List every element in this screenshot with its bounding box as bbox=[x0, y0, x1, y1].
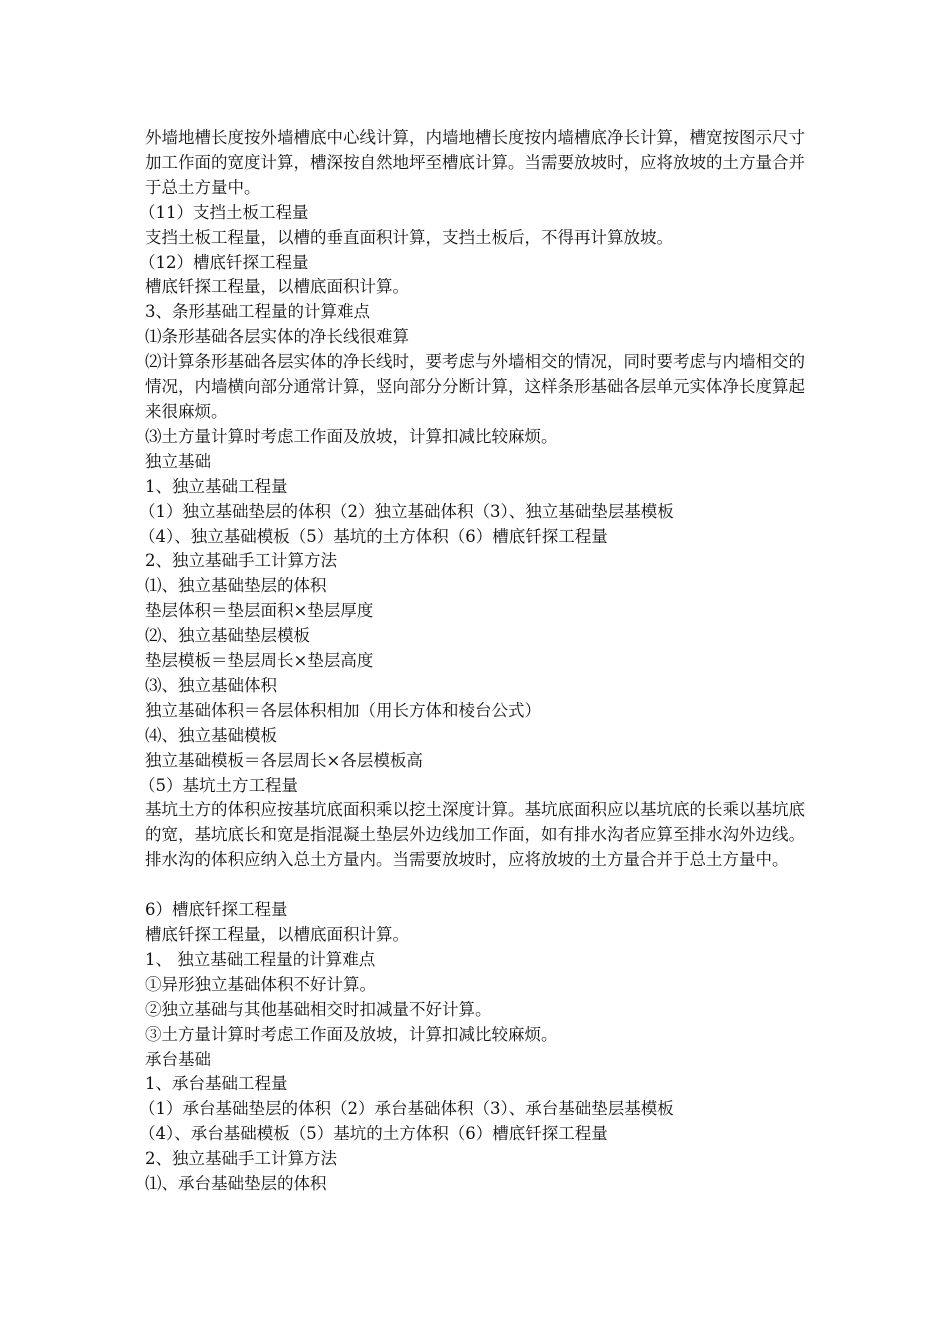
formula-line: 独立基础体积＝各层体积相加（用长方体和棱台公式） bbox=[145, 700, 541, 720]
heading-isolated-difficulties: 1、 独立基础工程量的计算难点 bbox=[145, 949, 376, 969]
list-item: ⑵、独立基础垫层模板 bbox=[145, 626, 310, 646]
heading-isolated-quantities: 1、独立基础工程量 bbox=[145, 476, 288, 496]
list-item: ⑵计算条形基础各层实体的净长线时，要考虑与外墙相交的情况，同时要考虑与内墙相交的情况，内墙横向部分通常计算，竖向部分分断计算，这样条形基础各层单元实体净长度算起来很麻烦。 bbox=[145, 352, 805, 421]
section-title-pile-cap: 承台基础 bbox=[145, 1049, 211, 1069]
formula-line: 垫层体积＝垫层面积×垫层厚度 bbox=[145, 601, 374, 621]
list-item: ⑷、独立基础模板 bbox=[145, 725, 277, 745]
heading-strip-difficulties: 3、条形基础工程量的计算难点 bbox=[145, 302, 370, 322]
heading-isolated-manual-method: 2、独立基础手工计算方法 bbox=[145, 551, 337, 571]
document-body bbox=[139, 126, 810, 1197]
list-item: （4）、承台基础模板（5）基坑的土方体积（6）槽底钎探工程量 bbox=[139, 1124, 608, 1144]
paragraph-probing-isolated: 槽底钎探工程量，以槽底面积计算。 bbox=[145, 924, 409, 944]
heading-pile-cap-manual-method: 2、独立基础手工计算方法 bbox=[145, 1149, 337, 1169]
paragraph-retaining-board: 支挡土板工程量，以槽的垂直面积计算，支挡土板后，不得再计算放坡。 bbox=[145, 227, 673, 247]
formula-line: 独立基础模板＝各层周长×各层模板高 bbox=[145, 750, 423, 770]
list-item: ⑴、承台基础垫层的体积 bbox=[145, 1174, 327, 1194]
heading-pile-cap-quantities: 1、承台基础工程量 bbox=[145, 1074, 288, 1094]
heading-probing-isolated: 6）槽底钎探工程量 bbox=[145, 900, 288, 920]
list-item: （1）承台基础垫层的体积（2）承台基础体积（3）、承台基础垫层基模板 bbox=[139, 1099, 674, 1119]
list-item: ⑶、独立基础体积 bbox=[145, 675, 277, 695]
list-item: （4）、独立基础模板（5）基坑的土方体积（6）槽底钎探工程量 bbox=[139, 526, 608, 546]
list-item: ③土方量计算时考虑工作面及放坡，计算扣减比较麻烦。 bbox=[145, 1024, 558, 1044]
list-item: ⑴、独立基础垫层的体积 bbox=[145, 576, 327, 596]
list-item: （1）独立基础垫层的体积（2）独立基础体积（3）、独立基础垫层基模板 bbox=[139, 501, 674, 521]
list-item: ⑴条形基础各层实体的净长线很难算 bbox=[145, 327, 409, 347]
list-item: ⑶土方量计算时考虑工作面及放坡，计算扣减比较麻烦。 bbox=[145, 426, 558, 446]
paragraph-pit-earthwork: 基坑土方的体积应按基坑底面积乘以挖土深度计算。基坑底面积应以基坑底的长乘以基坑底的宽，基坑底长和宽是指混凝土垫层外边线加工作面，如有排水沟者应算至排水沟外边线。排水沟的体积应纳入总土方量内。当需要放坡时，应将放坡的土方量合并于总土方量中。 bbox=[145, 800, 805, 870]
list-item: ②独立基础与其他基础相交时扣减量不好计算。 bbox=[145, 999, 492, 1019]
formula-line: 垫层模板＝垫层周长×垫层高度 bbox=[145, 651, 374, 671]
section-title-isolated-foundation: 独立基础 bbox=[145, 451, 211, 471]
heading-pit-earthwork: （5）基坑土方工程量 bbox=[139, 775, 298, 795]
list-item: ①异形独立基础体积不好计算。 bbox=[145, 974, 376, 994]
heading-retaining-board: （11）支挡土板工程量 bbox=[139, 202, 309, 222]
blank-line bbox=[145, 873, 810, 898]
heading-probing: （12）槽底钎探工程量 bbox=[139, 252, 309, 272]
paragraph-probing: 槽底钎探工程量，以槽底面积计算。 bbox=[145, 277, 409, 297]
paragraph-trench-length: 外墙地槽长度按外墙槽底中心线计算，内墙地槽长度按内墙槽底净长计算，槽宽按图示尺寸加工作面的宽度计算，槽深按自然地坪至槽底计算。当需要放坡时，应将放坡的土方量合并于总土方量中。 bbox=[145, 128, 805, 197]
